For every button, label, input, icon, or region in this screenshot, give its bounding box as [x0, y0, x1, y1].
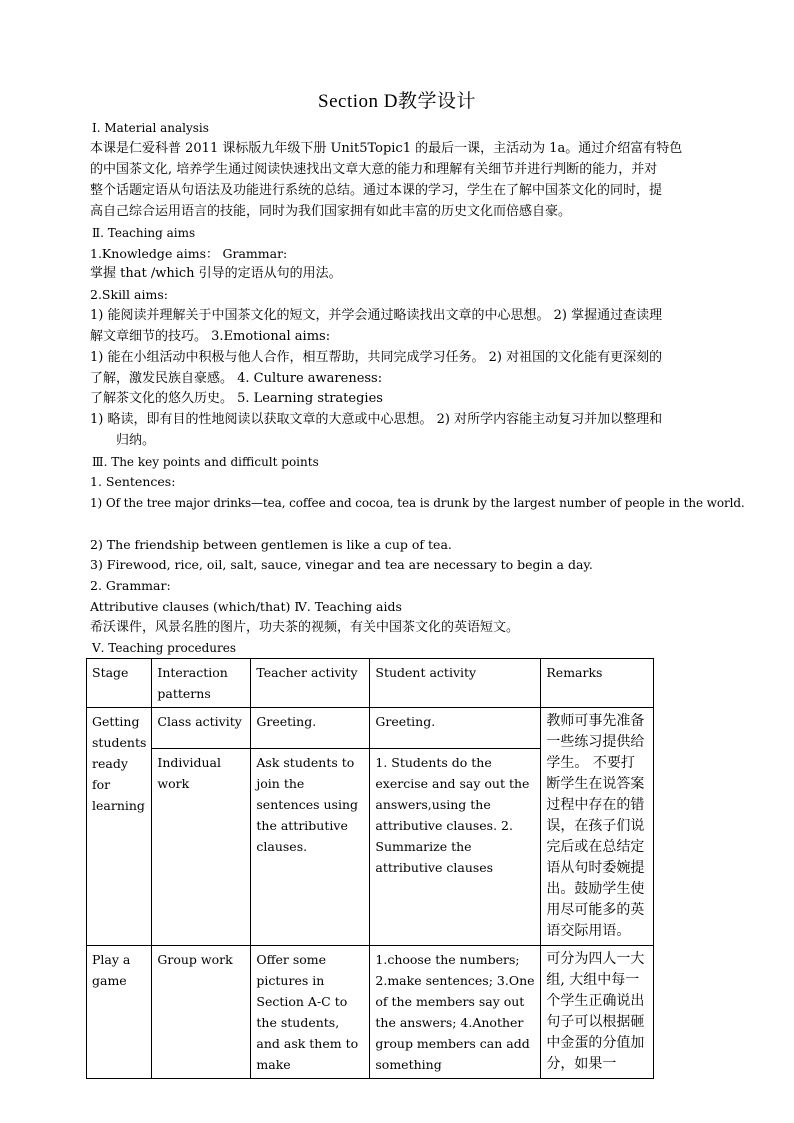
header-interaction: Interaction patterns [152, 659, 251, 708]
material-line: 高自己综合运用语言的技能，同时为我们国家拥有如此丰富的历史文化而倍感自豪。 [90, 204, 572, 219]
sentence-item: 2) The friendship between gentlemen is like a cup of tea. [90, 537, 452, 552]
skill-line: 解文章细节的技巧。 3.Emotional aims: [90, 329, 331, 344]
keypoints-heading: Ⅲ. The key points and difficult points [92, 455, 319, 469]
teacher-cell: Ask students to join the sentences using the attributive clauses. [251, 749, 370, 946]
interaction-cell: Individual work [152, 749, 251, 946]
knowledge-aims: 1.Knowledge aims： Grammar: [90, 246, 288, 261]
skill-line: 1) 能阅读并理解关于中国茶文化的短文，并学会通过略读找出文章的中心思想。 2) 掌握通过查读理 [90, 308, 663, 323]
student-cell: 1.choose the numbers; 2.make sentences; 3.One of the members say out the answers; 4.Another group members can add something [370, 946, 541, 1079]
interaction-cell: Group work [152, 946, 251, 1079]
stage-cell: Play a game [87, 946, 152, 1079]
student-cell: Greeting. [370, 708, 541, 749]
table-header-row [87, 659, 654, 708]
skill-line: 了解，激发民族自豪感。 4. Culture awareness: [90, 371, 383, 386]
sentence-item: 3) Firewood, rice, oil, salt, sauce, vinegar and tea are necessary to begin a day. [90, 557, 593, 572]
procedures-table [86, 658, 654, 1079]
skill-aims: 2.Skill aims: [90, 287, 168, 302]
material-line: 的中国茶文化, 培养学生通过阅读快速找出文章大意的能力和理解有关细节并进行判断的能力，并对 [90, 162, 658, 177]
strategy-line: 归纳。 [116, 433, 156, 448]
remarks-cell: 教师可事先准备一些练习提供给学生。 不要打断学生在说答案过程中存在的错误，在孩子们说完后或在总结定语从句时委婉提出。鼓励学生使用尽可能多的英语交际用语。 [541, 708, 654, 946]
header-teacher: Teacher activity [251, 659, 370, 708]
remarks-cell: 可分为四人一大组, 大组中每一个学生正确说出句子可以根据砸中金蛋的分值加分，如果一 [541, 946, 654, 1079]
material-line: 本课是仁爱科普 2011 课标版九年级下册 Unit5Topic1 的最后一课，主活动为 1a。通过介绍富有特色 [90, 141, 683, 156]
page-title: Section D教学设计 [318, 91, 476, 112]
sentence-item: 1) Of the tree major drinks—tea, coffee and cocoa, tea is drunk by the largest number of people in the world. [90, 496, 745, 510]
procedures-heading: Ⅴ. Teaching procedures [92, 641, 237, 655]
stage-cell: Getting students ready for learning [87, 708, 152, 946]
grammar-line: Attributive clauses (which/that) Ⅳ. Teaching aids [90, 599, 402, 614]
skill-line: 了解茶文化的悠久历史。 5. Learning strategies [90, 391, 383, 406]
student-cell: 1. Students do the exercise and say out the answers,using the attributive clauses. 2. Summarize the attributive clauses [370, 749, 541, 946]
header-stage: Stage [87, 659, 152, 708]
teacher-cell: Greeting. [251, 708, 370, 749]
header-student: Student activity [370, 659, 541, 708]
strategy-line: 1) 略读，即有目的性地阅读以获取文章的大意或中心思想。 2) 对所学内容能主动复习并加以整理和 [90, 412, 663, 427]
interaction-cell: Class activity [152, 708, 251, 749]
grammar-label: 2. Grammar: [90, 578, 171, 593]
table-row [87, 946, 654, 1079]
header-remarks: Remarks [541, 659, 654, 708]
aids-line: 希沃课件，风景名胜的图片，功夫茶的视频，有关中国茶文化的英语短文。 [90, 620, 520, 635]
knowledge-detail: 掌握 that /which 引导的定语从句的用法。 [90, 266, 342, 281]
teacher-cell: Offer some pictures in Section A-C to the students, and ask them to make [251, 946, 370, 1079]
skill-line: 1) 能在小组活动中积极与他人合作，相互帮助，共同完成学习任务。 2) 对祖国的文化能有更深刻的 [90, 350, 663, 365]
aims-heading: Ⅱ. Teaching aims [92, 226, 196, 240]
material-line: 整个话题定语从句语法及功能进行系统的总结。通过本课的学习，学生在了解中国茶文化的同时，提 [90, 183, 663, 198]
table-row [87, 708, 654, 749]
material-heading: Ⅰ. Material analysis [92, 121, 209, 135]
sentences-label: 1. Sentences: [90, 474, 176, 489]
